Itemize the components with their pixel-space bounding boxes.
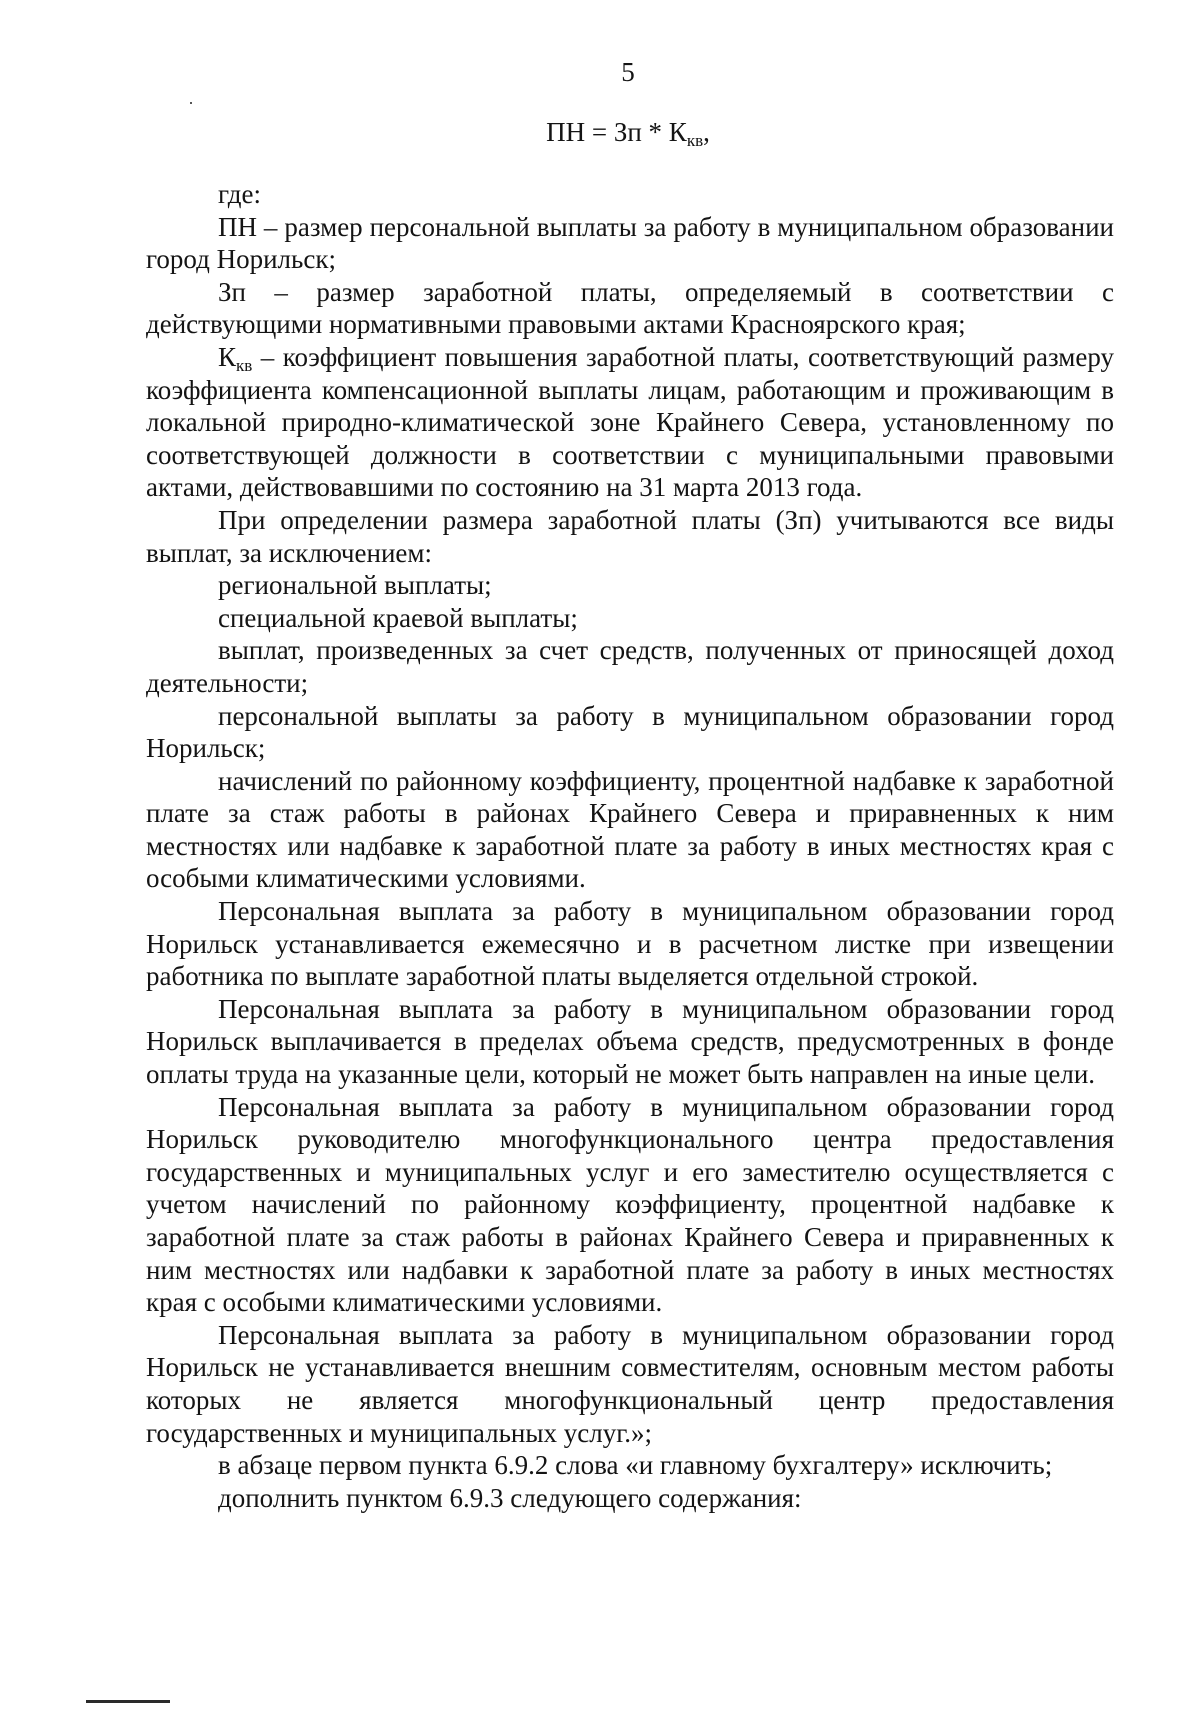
kkv-subscript: кв xyxy=(236,355,253,375)
paragraph-exclusion-regional: региональной выплаты; xyxy=(218,570,492,601)
paragraph-amendment-693: дополнить пунктом 6.9.3 следующего содержания: xyxy=(218,1482,802,1513)
paragraph-payment-limits: Персональная выплата за работу в муниципальном образовании город Норильск выплачивается в пределах объема средств, предусмотренных в фонде оплаты труда на указанные цели, который не может быть направлен на иные цели. xyxy=(146,993,1114,1090)
formula xyxy=(0,116,1200,157)
paragraph-definition-zp: Зп – размер заработной платы, определяемый в соответствии с действующими нормативными правовыми актами Красноярского края; xyxy=(146,276,1114,340)
paragraph-exclusion-income: выплат, произведенных за счет средств, полученных от приносящей доход деятельности; xyxy=(146,635,1114,698)
paragraph-exclusions-intro: При определении размера заработной платы (Зп) учитываются все виды выплат, за исключением: xyxy=(146,504,1114,568)
paragraph-amendment-692: в абзаце первом пункта 6.9.2 слова «и главному бухгалтеру» исключить; xyxy=(218,1450,1053,1481)
paragraph-exclusion-personal: персональной выплаты за работу в муниципальном образовании город Норильск; xyxy=(146,700,1114,764)
paragraph-monthly-payment: Персональная выплата за работу в муниципальном образовании город Норильск устанавливается ежемесячно и в расчетном листке при извещении работника по выплате заработной платы выделяется отдельной строкой. xyxy=(146,896,1114,992)
kkv-definition-text: – коэффициент повышения заработной платы, соответствующий размеру коэффициента компенсационной выплаты лицам, работающим и проживающим в локальной природно-климатической зоне Крайнего Севера, установленному по соответствующей должности в соответствии с муниципальными правовыми актами, действовавшими по состоянию на 31 марта 2013 года. xyxy=(146,341,1114,503)
paragraph-definition-pn: ПН – размер персональной выплаты за работу в муниципальном образовании город Норильск; xyxy=(146,211,1114,275)
formula-suffix: , xyxy=(703,117,710,147)
paragraph-external-part-time: Персональная выплата за работу в муниципальном образовании город Норильск не устанавливается внешним совместителям, основным местом работы которых не является многофункциональный центр предоставления государственных и муниципальных услуг.»; xyxy=(146,1319,1114,1448)
scan-speck xyxy=(190,102,192,104)
page-number: 5 xyxy=(621,57,635,87)
paragraph-definition-kkv xyxy=(146,341,1114,504)
paragraph-where: где: xyxy=(218,179,261,209)
formula-prefix: ПН = Зп * К xyxy=(546,117,687,147)
formula-subscript: кв xyxy=(686,131,704,150)
footer-rule xyxy=(86,1700,170,1703)
paragraph-exclusion-district: начислений по районному коэффициенту, процентной надбавке к заработной плате за стаж работы в районах Крайнего Севера и приравненных к ним местностях или надбавке к заработной плате за работу в иных местностях края с особыми климатическими условиями. xyxy=(146,765,1114,894)
paragraph-exclusion-special: специальной краевой выплаты; xyxy=(218,602,578,633)
kkv-symbol: К xyxy=(218,341,237,372)
paragraph-head-payment: Персональная выплата за работу в муниципальном образовании город Норильск руководителю многофункционального центра предоставления государственных и муниципальных услуг и его заместителю осуществляется с учетом начислений по районному коэффициенту, процентной надбавке к заработной плате за стаж работы в районах Крайнего Севера и приравненных к ним местностях или надбавки к заработной плате за работу в иных местностях края с особыми климатическими условиями. xyxy=(146,1091,1114,1318)
document-body xyxy=(146,178,1114,1514)
